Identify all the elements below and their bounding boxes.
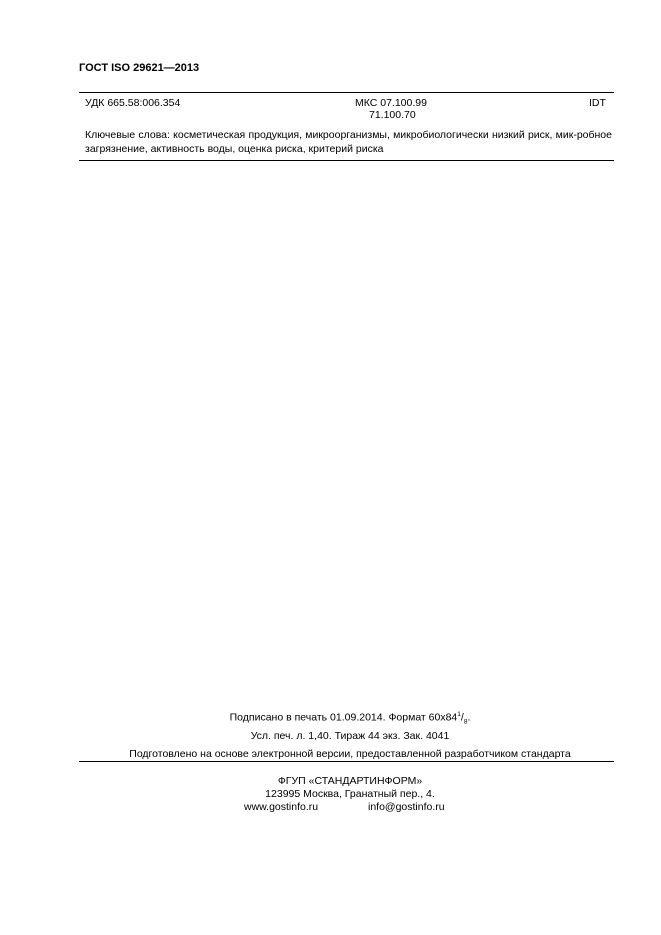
mks-code-2: 71.100.70 xyxy=(369,109,416,121)
print-info: Усл. печ. л. 1,40. Тираж 44 экз. Зак. 4041 xyxy=(250,730,450,742)
publisher-address: 123995 Москва, Гранатный пер., 4. xyxy=(265,788,435,800)
imprint-rule xyxy=(79,761,614,762)
udk-code: УДК 665.58:006.354 xyxy=(85,97,181,109)
publisher-website[interactable]: www.gostinfo.ru xyxy=(244,801,319,813)
document-header: ГОСТ ISO 29621—2013 xyxy=(79,62,200,74)
idt-label: IDT xyxy=(589,97,606,109)
signed-line: Подписано в печать 01.09.2014. Формат $60x84^1/_8$. xyxy=(229,711,471,726)
signed-text: Подписано в печать 01.09.2014. Формат 60x84 xyxy=(229,711,458,724)
publisher-email[interactable]: info@gostinfo.ru xyxy=(368,801,445,813)
format-sup: 1 xyxy=(457,711,461,718)
mks-code-1: МКС 07.100.99 xyxy=(355,97,427,109)
top-rule xyxy=(79,92,614,93)
keywords-rule xyxy=(79,160,614,161)
prepared-note: Подготовлено на основе электронной версии, предоставленной разработчиком стандарта xyxy=(129,748,571,760)
signed-suffix: . xyxy=(467,711,471,724)
publisher-name: ФГУП «СТАНДАРТИНФОРМ» xyxy=(277,775,423,787)
format-sub: 8 xyxy=(463,718,468,726)
keywords-text: Ключевые слова: косметическая продукция, микроорганизмы, микробиологически низкий риск, мик-робное загрязнение, активность воды, оценка риска, критерий риска xyxy=(85,129,612,155)
